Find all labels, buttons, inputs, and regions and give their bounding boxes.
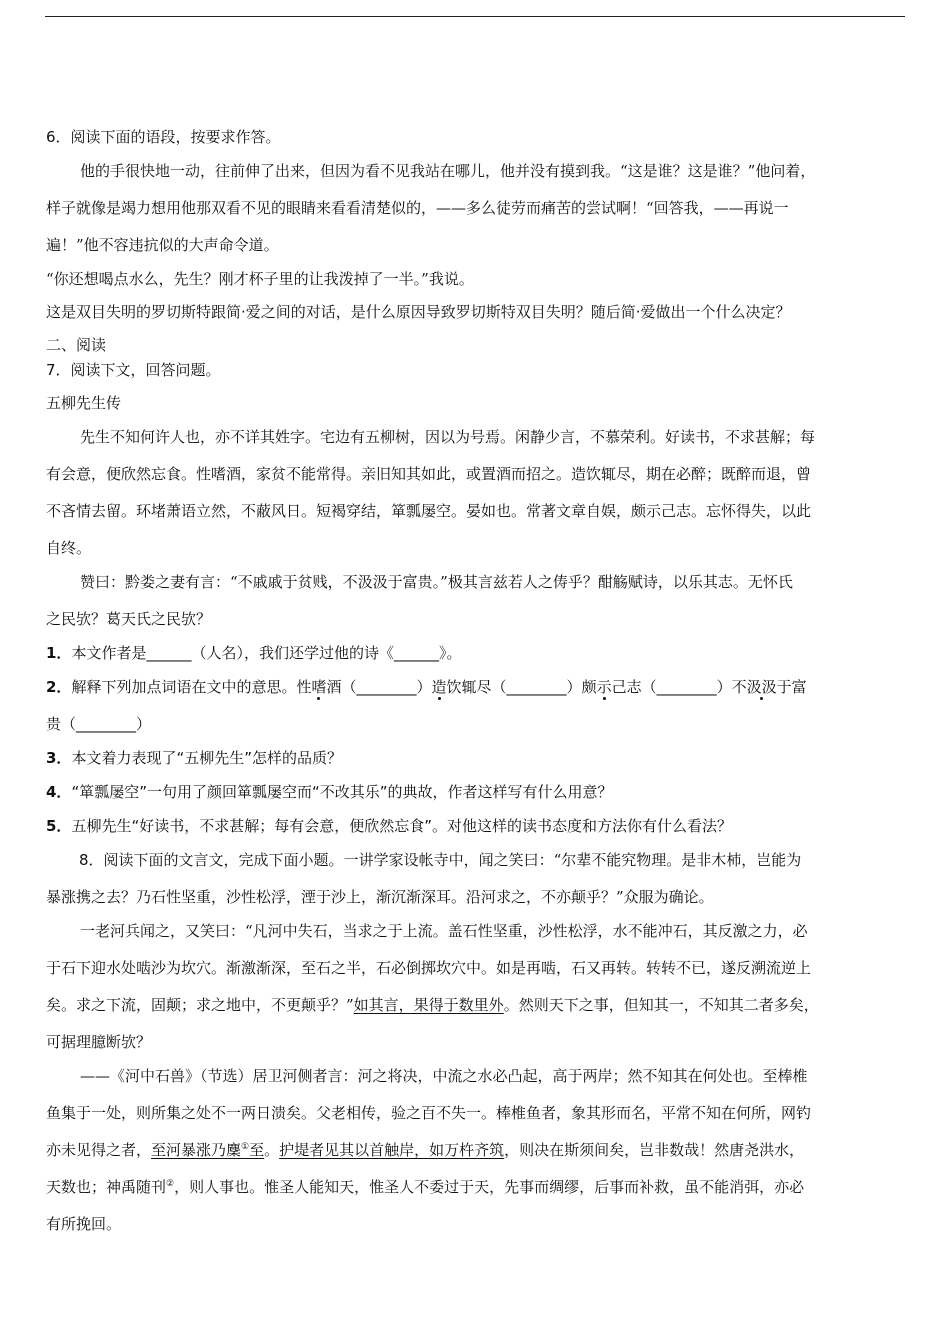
term-text: 颇 [581, 678, 597, 696]
q-number: 1． [46, 644, 72, 662]
q-number: 4． [46, 783, 72, 801]
term-text: 饮辄尽（ [446, 678, 507, 696]
q8-passage-line: 可据理臆断欤？ [46, 1033, 152, 1051]
q7-sub2 [46, 677, 807, 697]
q-text: 本文作者是 [71, 644, 147, 662]
q8-passage-line: 于石下迎水处啮沙为坎穴。渐激渐深，至石之半，石必倒掷坎穴中。如是再啮，石又再转。转转不已，遂反溯流逆上 [46, 959, 812, 977]
underlined-sentence [151, 1141, 264, 1159]
q6-passage-line: 遍！”他不容违抗似的大声命令道。 [46, 236, 279, 254]
q8-heading [79, 850, 801, 870]
q6-passage-line: “你还想喝点水么，先生？刚才杯子里的让我泼掉了一半。”我说。 [46, 270, 474, 288]
q8-passage-line: 鱼集于一处，则所集之处不一两日溃矣。父老相传，验之百不失一。棒椎鱼者，象其形而名，平常不知在何所，网钓 [46, 1104, 812, 1122]
passage-text: 。然则天下之事，但知其一，不知其二者多矣， [503, 996, 819, 1014]
q6-question: 这是双目失明的罗切斯特跟简·爱之间的对话，是什么原因导致罗切斯特双目失明？随后简·爱做出一个什么决定？ [46, 303, 791, 321]
passage-text: ，则决在斯须间矣，岂非数哉！然唐尧洪水， [504, 1141, 805, 1159]
q-text: 解释下列加点词语在文中的意思。 [71, 678, 297, 696]
q8-passage-text: 一讲学家设帐寺中，闻之笑曰：“尔辈不能究物理。是非木杮，岂能为 [343, 851, 802, 869]
q7-passage-line: 先生不知何许人也，亦不详其姓字。宅边有五柳树，因以为号焉。闲静少言，不慕荣利。好读书，不求甚解；每 [80, 428, 816, 446]
q-number: 5． [46, 817, 72, 835]
header-rule [45, 16, 905, 17]
q-text: 五柳先生“好读书，不求甚解；每有会意，便欣然忘食”。对他这样的读书态度和方法你有什么看法？ [71, 817, 732, 835]
dotted-term: 造 [431, 678, 447, 696]
q6-passage-line: 样子就像是竭力想用他那双看不见的眼睛来看看清楚似的，——多么徒劳而痛苦的尝试啊！“回答我，——再说一 [46, 199, 789, 217]
term-item [296, 678, 431, 696]
underlined-sentence: 如其言，果得于数里外 [353, 996, 504, 1014]
passage-text: 亦未见得之者， [46, 1141, 152, 1159]
q-text: 》。 [438, 644, 462, 662]
q7-passage-line: 有会意，便欣然忘食。性嗜酒，家贫不能常得。亲旧知其如此，或置酒而招之。造饮辄尽，期在必醉；既醉而退，曾 [46, 465, 812, 483]
q7-sub4 [46, 782, 613, 802]
q7-sub5 [46, 816, 732, 836]
term-text: 己志（ [611, 678, 657, 696]
q7-passage-line: 自终。 [46, 539, 92, 557]
passage-text: ，则人事也。惟圣人能知天，惟圣人不委过于天，先事而绸缪，后事而补救，虽不能消弭，亦必 [174, 1178, 805, 1196]
answer-blank: ________ [656, 678, 717, 696]
term-text: 贵（ [46, 715, 77, 733]
q8-passage-line [46, 1140, 804, 1160]
q8-passage-line: 一老河兵闻之，又笑曰：“凡河中失石，当求之于上流。盖石性坚重，沙性松浮，水不能冲石，其反激之力，必 [80, 922, 808, 940]
term-text: ） [136, 715, 152, 733]
passage-title: 五柳先生传 [46, 394, 122, 412]
term-item [582, 678, 732, 696]
q7-heading: 7．阅读下文，回答问题。 [46, 361, 221, 379]
term-item [432, 678, 582, 696]
footnote-marker: ① [241, 1142, 250, 1152]
q6-passage-line: 他的手很快地一动，往前伸了出来，但因为看不见我站在哪儿，他并没有摸到我。“这是谁？这是谁？”他问着， [80, 162, 816, 180]
q8-passage-line: ——《河中石兽》（节选）居卫河侧者言：河之将决，中流之水必凸起，高于两岸；然不知其在何处也。至棒椎 [80, 1067, 808, 1085]
q7-passage-line: 之民欤？葛天氏之民欤？ [46, 610, 212, 628]
term-text: 酒（ [326, 678, 357, 696]
footnote-marker: ② [166, 1179, 175, 1189]
q7-passage-line: 赞曰：黔娄之妻有言：“不戚戚于贫贱，不汲汲于富贵。”极其言兹若人之俦乎？酣觞赋诗，以乐其志。无怀氏 [80, 573, 793, 591]
answer-blank: ________ [506, 678, 567, 696]
underlined-sentence: 护堤者见其以首触岸，如万杵齐筑 [279, 1141, 505, 1159]
term-item [732, 678, 807, 696]
q8-passage-line [46, 1177, 804, 1197]
q-text: （人名），我们还学过他的诗《 [191, 644, 394, 662]
q-number: 2． [46, 678, 72, 696]
q-text: “箪瓢屡空”一句用了颜回箪瓢屡空而“不改其乐”的典故，作者这样写有什么用意？ [71, 783, 613, 801]
term-text: 不 [731, 678, 747, 696]
dotted-term: 汲汲 [746, 678, 777, 696]
q8-instruction: 阅读下面的文言文，完成下面小题。 [103, 851, 344, 869]
underlined-text: 至 [249, 1141, 265, 1159]
q8-passage-line: 有所挽回。 [46, 1215, 122, 1233]
q8-passage-line: 暴涨携之去？乃石性坚重，沙性松浮，湮于沙上，渐沉渐深耳。沿河求之，不亦颠乎？”众服为确论。 [46, 888, 714, 906]
q7-sub3 [46, 748, 342, 768]
q7-sub1 [46, 643, 461, 663]
section-heading: 二、阅读 [46, 336, 107, 354]
answer-blank: ______ [146, 644, 192, 662]
term-text: ） [416, 678, 432, 696]
term-text: 性 [296, 678, 312, 696]
q7-sub2-cont [46, 714, 151, 734]
answer-blank: ________ [356, 678, 417, 696]
passage-text: 天数也；神禹随刊 [46, 1178, 167, 1196]
term-text: 于富 [776, 678, 807, 696]
q6-heading: 6．阅读下面的语段，按要求作答。 [46, 128, 281, 146]
dotted-term: 嗜 [311, 678, 327, 696]
answer-blank: ________ [76, 715, 137, 733]
underlined-text: 至河暴涨乃麇 [151, 1141, 242, 1159]
q8-passage-line [46, 995, 819, 1015]
dotted-term: 示 [596, 678, 612, 696]
term-text: ） [716, 678, 732, 696]
passage-text: 。 [264, 1141, 280, 1159]
term-text: ） [566, 678, 582, 696]
passage-text: 矣。求之下流，固颠；求之地中，不更颠乎？” [46, 996, 354, 1014]
q8-number: 8． [79, 851, 104, 869]
q-number: 3． [46, 749, 72, 767]
answer-blank: ______ [393, 644, 439, 662]
q-text: 本文着力表现了“五柳先生”怎样的品质？ [71, 749, 342, 767]
q7-passage-line: 不吝情去留。环堵萧语立然，不蔽风日。短褐穿结，箪瓢屡空。晏如也。常著文章自娱，颇示己志。忘怀得失，以此 [46, 502, 812, 520]
